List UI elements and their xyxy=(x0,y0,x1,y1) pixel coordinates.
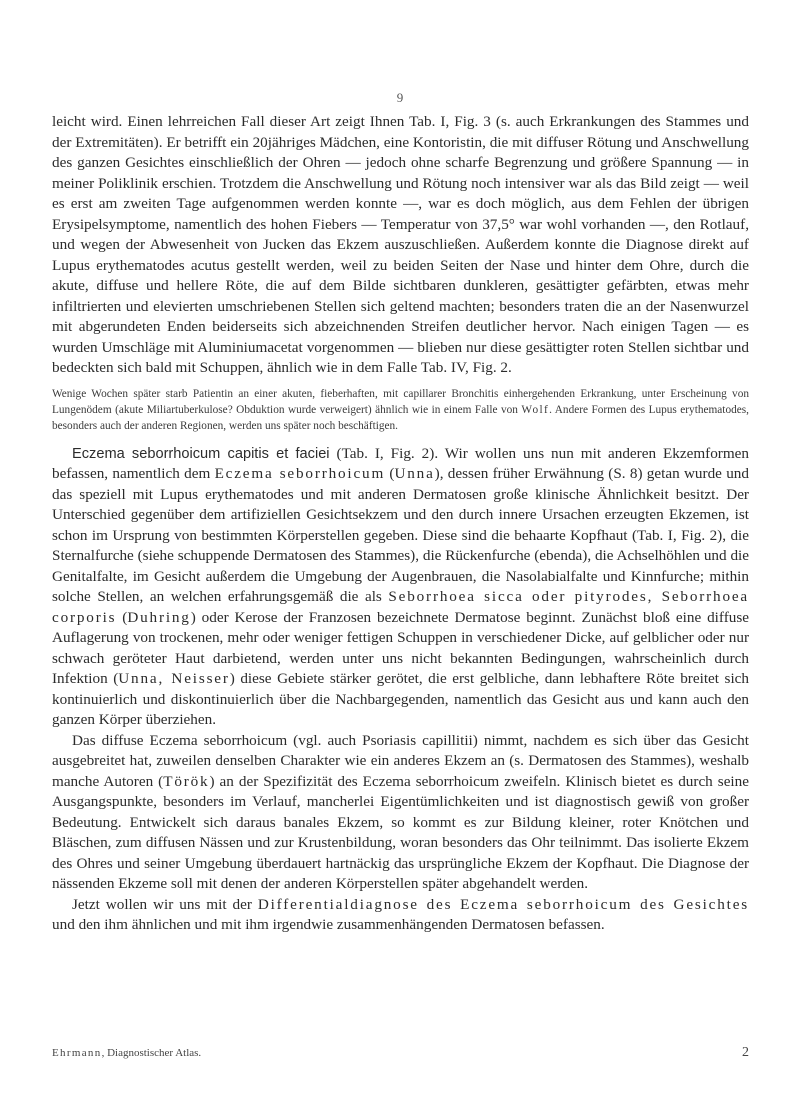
p2-text-d: ( xyxy=(116,608,128,626)
p4-term: Differentialdiagnose des Eczema seborrhoicum des Gesichtes xyxy=(257,895,750,913)
footnote-paragraph xyxy=(52,386,749,434)
sheet-signature: 2 xyxy=(742,1045,749,1060)
p2-text-b: ( xyxy=(385,465,395,482)
p2-term-seborrhoea: Seborrhoea sicca oder pityrodes, Seborrhoea corporis xyxy=(52,588,749,626)
p2-text-f: ) diese Gebiete stärker gerötet, die erst gelbliche, dann lebhaftere Röte breitet sich kontinuierlich und diskontinuierlich über die Nachbargegenden, namentlich das Gesicht aus und kann auch den ganzen Körper überziehen. xyxy=(52,670,749,728)
p2-author-duhring: Duhring xyxy=(127,608,191,626)
main-text xyxy=(52,112,749,936)
p4-text-b: und den ihm ähnlichen und mit ihm irgendwie zusammenhängenden Dermatosen befassen. xyxy=(52,916,605,933)
p2-text-c: ), dessen früher Erwähnung (S. 8) getan wurde und das speziell mit Lupus erythematodes und mit anderen Dermatosen große klinische Ähnlichkeit besitzt. Der Unterschied gegenüber dem artifiziellen Gesichtsekzem und den durch innere Ursachen erzeugten Ekzemen, ist schon im Ursprung von bestimmten Körperstellen gegeben. Diese sind die behaarte Kopfhaut (Tab. I, Fig. 2), die Sternalfurche (siehe schuppende Dermatosen des Stammes), die Rückenfurche (ebenda), die Achselhöhlen und die Genitalfalte, im Gesicht außerdem die Umgebung der Augenbrauen, die Nasolabialfalte und Kinnfurche; mithin solche Stellen, an welchen erfahrungsgemäß die als xyxy=(52,465,749,605)
section-heading: Eczema seborrhoicum capitis et faciei xyxy=(72,445,330,462)
p2-term: Eczema seborrhoicum xyxy=(214,465,386,482)
p3-text-a: Das diffuse Eczema seborrhoicum (vgl. auch Psoriasis capillitii) nimmt, nachdem es sich über das Gesicht ausgebreitet hat, zuweilen denselben Charakter wie ein anderes Ekzem an (s. Dermatosen des Stammes), weshalb manche Autoren ( xyxy=(52,731,749,790)
p2-text-a: (Tab. I, Fig. 2). Wir wollen uns nun mit anderen Ekzemformen befassen, namentlich dem xyxy=(52,444,750,482)
page-number: 9 xyxy=(396,90,404,105)
paragraph-diffuse-eczema xyxy=(52,731,749,895)
paragraph-differential-diagnosis xyxy=(52,895,749,936)
p4-text-a: Jetzt wollen wir uns mit der xyxy=(72,895,258,913)
page-footer xyxy=(52,1047,749,1059)
note-text-b: . Andere Formen des Lupus erythematodes, besonders auch der anderen Regionen, werden uns später noch beschäftigen. xyxy=(52,403,749,432)
paragraph-lupus-case: leicht wird. Einen lehrreichen Fall dieser Art zeigt Ihnen Tab. I, Fig. 3 (s. auch Erkrankungen des Stammes und der Extremitäten). Er betrifft ein 20jähriges Mädchen, eine Kontoristin, die mit diffuser Rötung und Anschwellung des ganzen Gesichtes einschließlich der Ohren — jedoch ohne scharfe Begrenzung und größere Spannung — in meiner Poliklinik erschien. Trotzdem die Anschwellung und Rötung noch intensiver war als das Bild zeigt — weil es erst am zweiten Tage aufgenommen werden konnte —, war es doch möglich, aus dem Fehlen der übrigen Erysipelsymptome, namentlich des hohen Fiebers — Temperatur von 37,5° war wohl vorhanden —, den Rotlauf, und wegen der Abwesenheit von Jucken das Ekzem auszuschließen. Außerdem konnte die Diagnose direkt auf Lupus erythematodes acutus gestellt werden, weil zu beiden Seiten der Nase und hinter dem Ohre, durch die akute, diffuse und hellere Röte, die auf dem Bilde sichtbaren dunkleren, gesättigter gefärbten, etwas mehr infiltrierten und elevierten umschriebenen Stellen sich geltend machten; besonders traten die an der Nasenwurzel mit abgerundeten Enden beiderseits sich abzeichnenden Streifen deutlicher hervor. Nach einigen Tagen — es wurden Umschläge mit Aluminiumacetat vorgenommen — blieben nur diese gesättigter roten Stellen sichtbar und bedeckten sich bald mit Schuppen, ähnlich wie in dem Falle Tab. IV, Fig. 2. xyxy=(52,113,749,376)
note-text-a: Wenige Wochen später starb Patientin an einer akuten, fieberhaften, mit capillarer Bronchitis einhergehenden Erkrankung, unter Erscheinung von Lungenödem (akute Miliartuberkulose? Obduktion wurde verweigert) ähnlich wie in einem Falle von xyxy=(52,387,749,416)
p2-author-unna: Unna xyxy=(394,465,435,482)
p3-text-b: ) an der Spezifizität des Eczema seborrhoicum zweifeln. Klinisch bietet es durch seine Ausgangspunkte, besonders im Verlauf, mancherlei Eigentümlichkeiten und ist diagnostisch gewiß von großer Bedeutung. Entwickelt sich daraus banales Ekzem, so kommt es zur Bildung kleiner, roter Knötchen und Bläschen, zum diffusen Nässen und zur Krustenbildung, woran besonders das Ohr teilnimmt. Das isolierte Ekzem des Ohres und seiner Umgebung überdauert hartnäckig das ursprüngliche Ekzem der Kopfhaut. Die Diagnose der nässenden Ekzeme soll mit denen der anderen Körperstellen später abgehandelt werden. xyxy=(52,772,749,892)
p2-text-e: ) oder Kerose der Franzosen bezeichnete Dermatose beginnt. Zunächst bloß eine diffuse Auflagerung von trockenen, mehr oder weniger fettigen Schuppen in verschiedener Dicke, auf gelblicher oder nur schwach geröteter Haut darbietend, werden unter uns nicht bekannten Bedingungen, wahrscheinlich durch Infektion ( xyxy=(52,608,749,687)
p2-authors-unna-neisser: Unna, Neisser xyxy=(118,670,230,687)
p3-author-torok: Török xyxy=(163,772,210,790)
footer-author: Ehrmann xyxy=(52,1047,102,1059)
paragraph-eczema-seborrhoicum xyxy=(52,444,749,731)
footer-book-title: , Diagnostischer Atlas. xyxy=(101,1047,202,1059)
note-name: Wolf xyxy=(521,403,550,416)
